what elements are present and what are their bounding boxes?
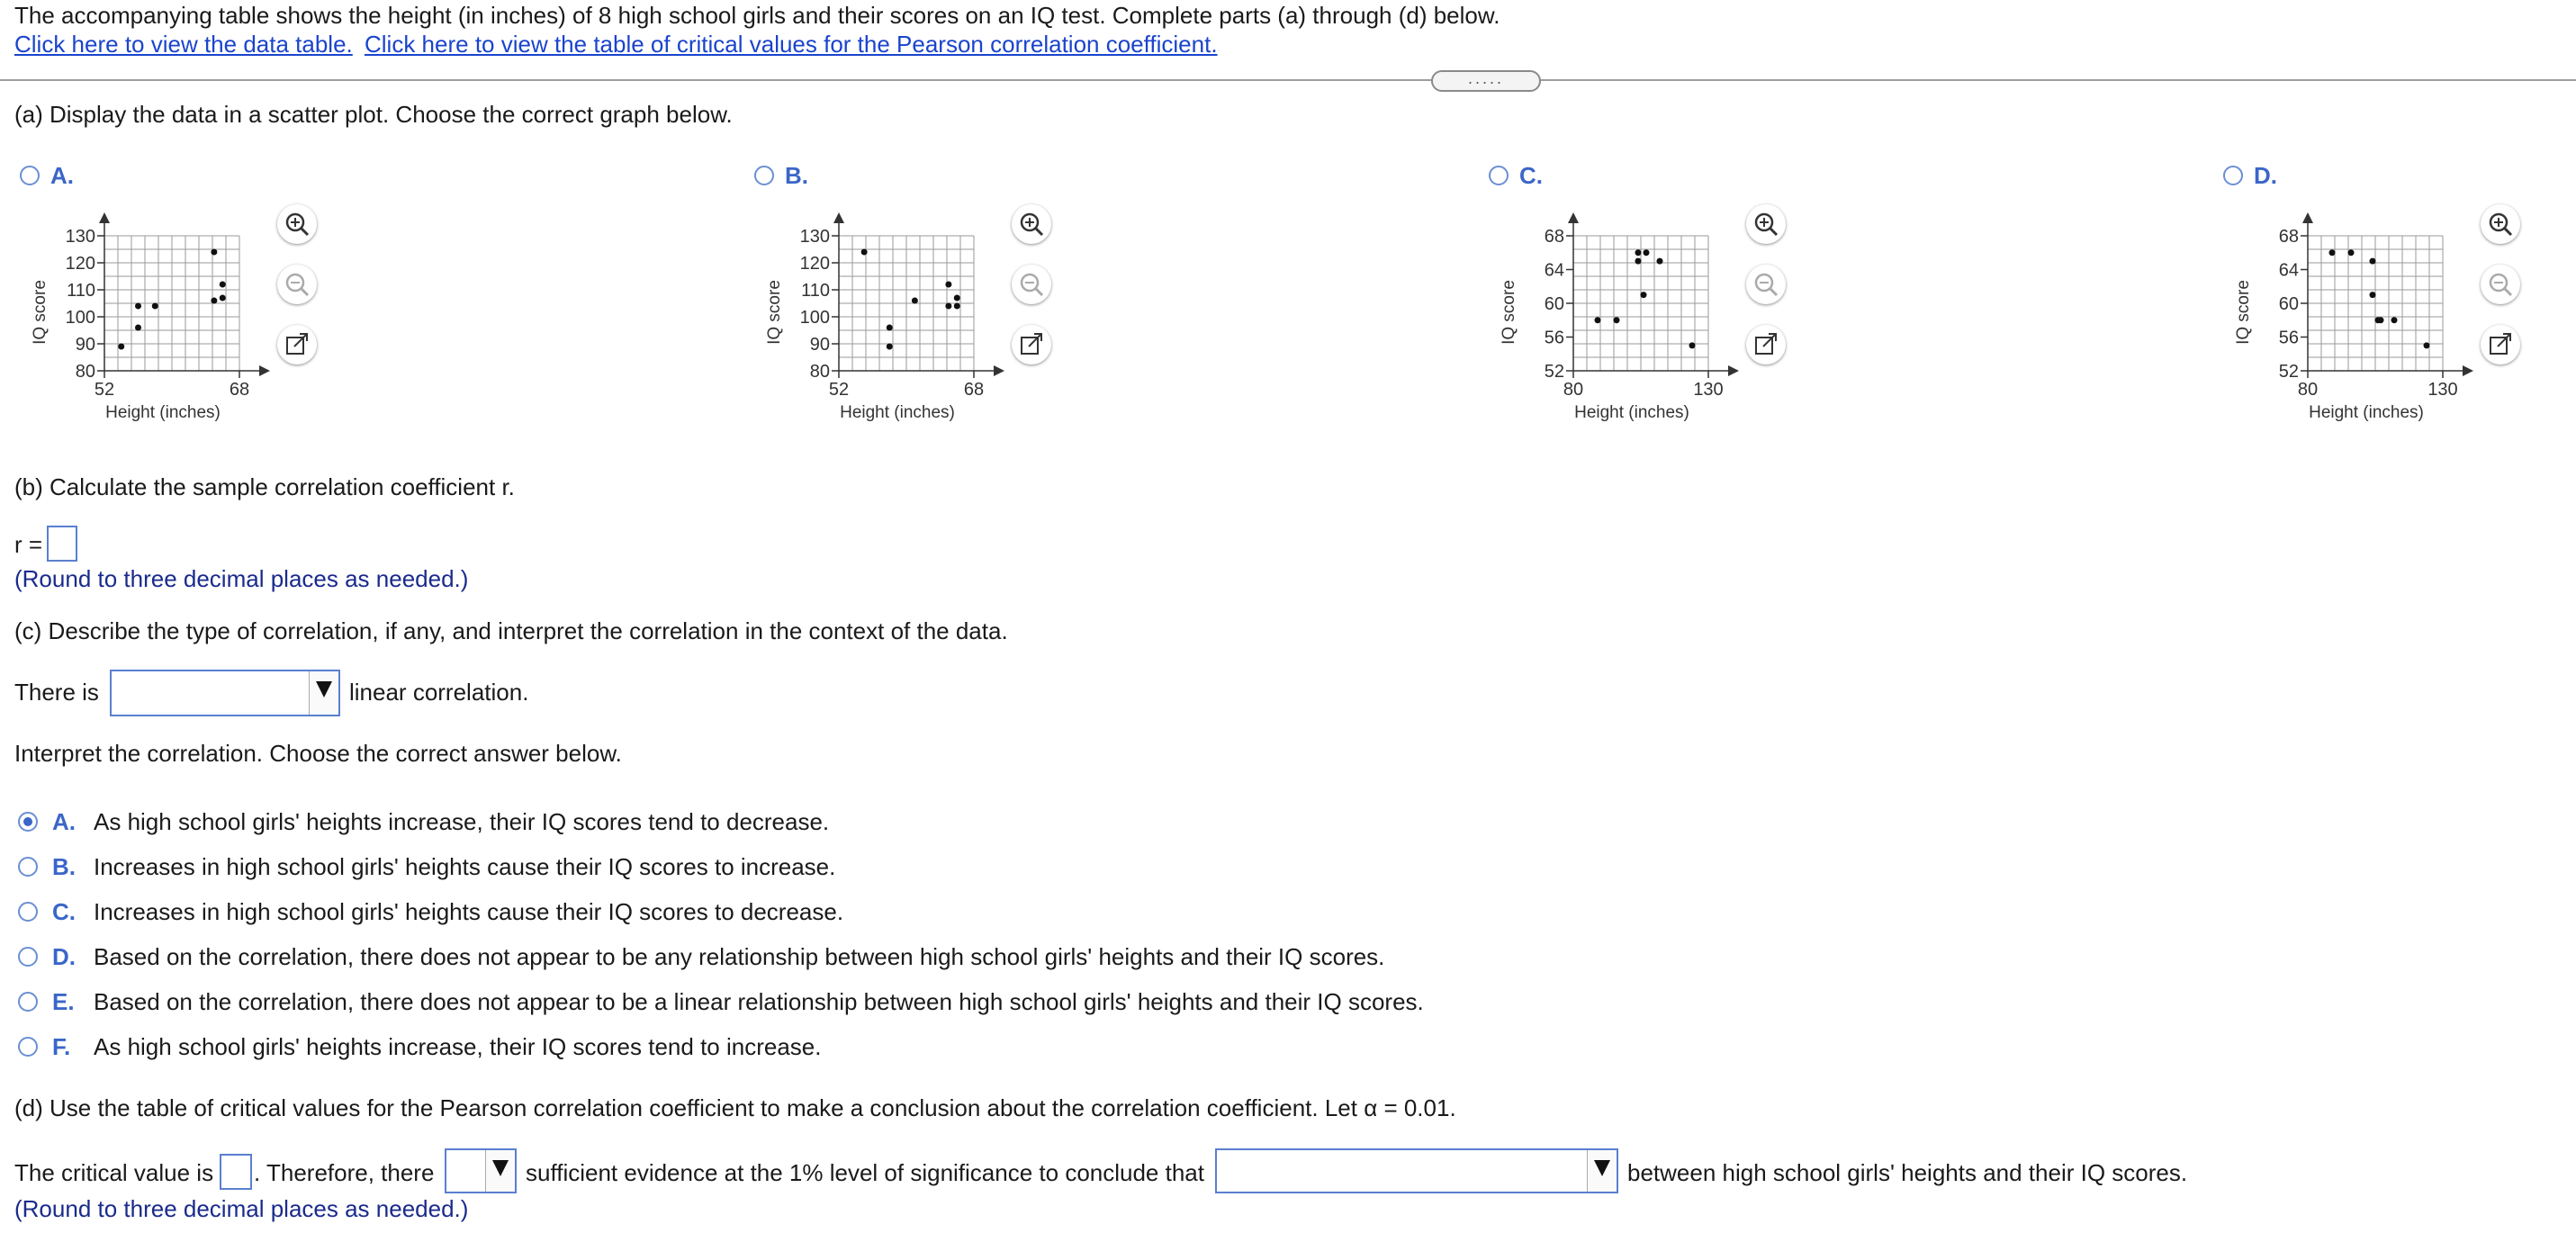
scatter-plot-b [760,207,994,441]
graph-option-a-letter: A. [50,162,74,189]
open-new-window-icon[interactable] [1012,325,1051,364]
part-d-prompt: (d) Use the table of critical values for the Pearson correlation coefficient to make a conclusion about the correlation coefficient. Let α = 0.01. [14,1094,1456,1121]
x-tick-label: 52 [94,380,115,400]
y-axis-arrow [833,212,844,223]
there-is-label: There is [14,679,99,706]
zoom-in-icon[interactable] [277,204,317,244]
data-point [2329,249,2336,256]
view-data-table-link[interactable]: Click here to view the data table. [14,31,353,58]
sufficient-evidence-label: sufficient evidence at the 1% level of significance to conclude that [526,1159,1204,1186]
y-tick-label: 64 [1544,260,1564,281]
r-label: r = [14,531,43,558]
interpret-prompt: Interpret the correlation. Choose the correct answer below. [14,740,622,767]
data-point [1644,249,1650,256]
data-point [887,344,893,350]
dropdown-arrow-icon [485,1150,515,1192]
critical-value-label: The critical value is [14,1159,214,1186]
y-axis-arrow [1568,212,1579,223]
interpret-option-a-letter: A. [52,808,76,835]
y-tick-label: 52 [1544,362,1564,382]
y-tick-label: 80 [809,362,830,382]
y-tick-label: 90 [809,335,830,355]
between-label: between high school girls' heights and their IQ scores. [1627,1159,2188,1186]
graph-b [760,207,994,441]
graph-option-b-letter: B. [785,162,808,189]
graph-option-a-radio[interactable] [20,166,40,185]
x-tick-label: 130 [2427,380,2458,400]
x-tick-label: 52 [828,380,850,400]
x-axis-arrow [994,365,1004,376]
x-axis-label: Height (inches) [840,403,955,422]
data-point [152,303,158,310]
correlation-type-dropdown[interactable] [110,670,340,716]
graph-d [2229,207,2463,441]
y-tick-label: 120 [65,254,95,274]
data-point [1657,258,1663,265]
y-tick-label: 56 [2278,328,2299,348]
dropdown-arrow-icon [1587,1150,1617,1192]
data-point [945,303,951,310]
scatter-plot-a [25,207,259,441]
graph-option-c-letter: C. [1519,162,1543,189]
interpret-option-b-letter: B. [52,853,76,880]
x-axis-arrow [2463,365,2473,376]
section-divider [0,79,2576,81]
open-new-window-icon[interactable] [1746,325,1786,364]
data-point [1689,342,1696,348]
zoom-out-icon[interactable] [1012,265,1051,304]
y-tick-label: 80 [75,362,95,382]
therefore-label: . Therefore, there [254,1159,435,1186]
interpret-option-e-letter: E. [52,988,75,1015]
y-tick-label: 110 [67,281,95,301]
y-axis-label: IQ score [2234,280,2253,345]
graph-c [1494,207,1728,441]
data-point [2370,292,2376,298]
data-point [1635,249,1642,256]
data-point [220,295,226,302]
interpret-option-b-radio[interactable] [18,857,38,877]
view-critical-values-link[interactable]: Click here to view the table of critical values for the Pearson correlation coefficient. [365,31,1218,58]
interpret-option-e-radio[interactable] [18,992,38,1012]
data-point [861,249,868,256]
graph-option-c-radio[interactable] [1489,166,1509,185]
data-point [220,282,226,288]
x-tick-label: 80 [1563,380,1584,400]
zoom-out-icon[interactable] [277,265,317,304]
part-b-prompt: (b) Calculate the sample correlation coefficient r. [14,473,515,500]
dropdown-arrow-icon [309,671,338,715]
y-tick-label: 56 [1544,328,1564,348]
conclusion-dropdown[interactable] [1215,1148,1618,1193]
y-tick-label: 110 [801,281,830,301]
y-tick-label: 90 [75,335,95,355]
data-point [1595,317,1601,323]
y-tick-label: 130 [799,227,830,247]
y-tick-label: 52 [2278,362,2299,382]
critical-value-input[interactable] [220,1154,252,1190]
round-note-b: (Round to three decimal places as needed.) [14,565,469,592]
graph-option-d-radio[interactable] [2223,166,2243,185]
y-axis-arrow [2302,212,2313,223]
data-point [912,298,918,304]
x-axis-arrow [259,365,270,376]
interpret-option-d-text[interactable]: Based on the correlation, there does not appear to be any relationship between high school girls' heights and their IQ scores. [94,943,1385,970]
data-point [954,295,960,302]
data-point [118,344,124,350]
y-axis-label: IQ score [31,280,50,345]
zoom-in-icon[interactable] [1012,204,1051,244]
data-point [135,303,141,310]
evidence-dropdown[interactable] [445,1148,517,1193]
y-tick-label: 68 [1544,227,1564,247]
y-tick-label: 64 [2278,260,2299,281]
y-tick-label: 68 [2278,227,2299,247]
x-axis-arrow [1728,365,1739,376]
data-point [1614,317,1620,323]
y-tick-label: 130 [65,227,95,247]
y-tick-label: 120 [799,254,830,274]
data-point [2424,342,2430,348]
interpret-option-d-radio[interactable] [18,947,38,967]
graph-option-d-letter: D. [2254,162,2277,189]
y-tick-label: 60 [1544,294,1564,314]
interpret-option-f-radio[interactable] [18,1037,38,1057]
x-tick-label: 80 [2297,380,2319,400]
interpret-option-c-radio[interactable] [18,902,38,922]
interpret-option-c-letter: C. [52,898,76,925]
interpret-option-a-text[interactable]: As high school girls' heights increase, their IQ scores tend to decrease. [94,808,830,835]
x-tick-label: 68 [229,380,250,400]
interpret-option-a-radio[interactable] [18,812,38,832]
graph-option-b-radio[interactable] [754,166,774,185]
interpret-option-e-text[interactable]: Based on the correlation, there does not appear to be a linear relationship between high school girls' heights and their IQ scores. [94,988,1424,1015]
data-point [2391,317,2398,323]
graph-a [25,207,259,441]
data-point [1641,292,1647,298]
data-point [887,325,893,331]
linear-correlation-label: linear correlation. [349,679,529,706]
open-new-window-icon[interactable] [2481,325,2520,364]
data-point [2370,258,2376,265]
data-point [945,282,951,288]
x-tick-label: 68 [963,380,985,400]
data-point [2348,249,2355,256]
r-answer-input[interactable] [47,526,77,562]
y-tick-label: 100 [799,308,830,328]
scatter-plot-d [2229,207,2463,441]
data-point [954,303,960,310]
scatter-plot-c [1494,207,1728,441]
data-point [2378,317,2384,323]
data-point [1635,258,1642,265]
interpret-option-b-text[interactable]: Increases in high school girls' heights cause their IQ scores to increase. [94,853,836,880]
open-new-window-icon[interactable] [277,325,317,364]
data-point [135,325,141,331]
x-axis-label: Height (inches) [2309,403,2424,422]
x-axis-label: Height (inches) [1574,403,1689,422]
zoom-out-icon[interactable] [1746,265,1786,304]
zoom-in-icon[interactable] [2481,204,2520,244]
zoom-out-icon[interactable] [2481,265,2520,304]
data-point [211,298,217,304]
x-tick-label: 130 [1693,380,1724,400]
interpret-option-f-text[interactable]: As high school girls' heights increase, their IQ scores tend to increase. [94,1033,822,1060]
round-note-d: (Round to three decimal places as needed.) [14,1195,469,1222]
divider-drag-handle[interactable]: ..... [1431,70,1541,92]
x-axis-label: Height (inches) [105,403,221,422]
zoom-in-icon[interactable] [1746,204,1786,244]
interpret-option-c-text[interactable]: Increases in high school girls' heights cause their IQ scores to decrease. [94,898,844,925]
y-axis-label: IQ score [765,280,784,345]
interpret-option-f-letter: F. [52,1033,71,1060]
part-a-prompt: (a) Display the data in a scatter plot. Choose the correct graph below. [14,101,733,128]
y-axis-label: IQ score [1500,280,1518,345]
y-tick-label: 100 [65,308,95,328]
part-c-prompt: (c) Describe the type of correlation, if any, and interpret the correlation in the context of the data. [14,617,1008,644]
y-axis-arrow [99,212,110,223]
intro-text: The accompanying table shows the height (in inches) of 8 high school girls and their scores on an IQ test. Complete parts (a) through (d) below. [14,2,1500,29]
interpret-option-d-letter: D. [52,943,76,970]
y-tick-label: 60 [2278,294,2299,314]
data-point [211,249,217,256]
